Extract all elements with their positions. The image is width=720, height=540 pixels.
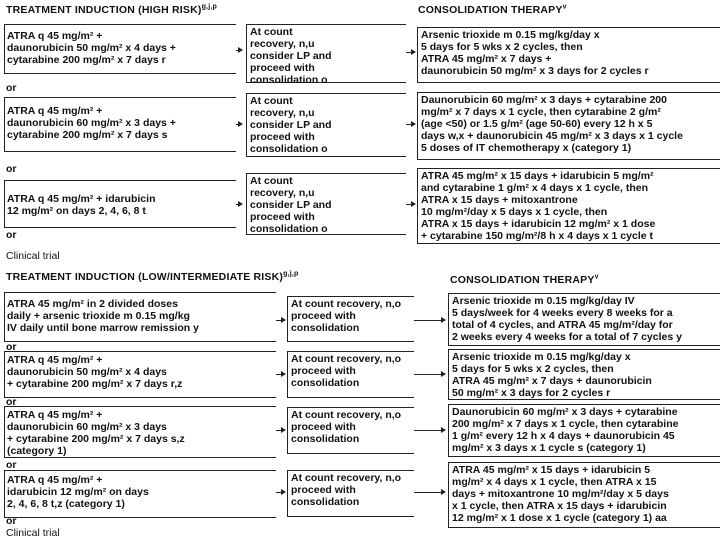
low-consolidation-box-3: Daunorubicin 60 mg/m² x 3 days + cytarabine 200 mg/m² x 7 days x 1 cycle, then cytarabine 1 g/m² every 12 h x 4 days + daunorubicin 45 mg/m² x 3 days x 1 cycle s (category 1) — [448, 404, 720, 457]
or-separator: or — [6, 515, 17, 527]
high-consolidation-box-3: ATRA 45 mg/m² x 15 days + idarubicin 5 mg/m² and cytarabine 1 g/m² x 4 days x 1 cycle, then ATRA x 15 days + mitoxantrone 10 mg/m²/day x 5 days x 1 cycle, then ATRA x 15 days + idarubicin 12 mg/m² x 1 dose + cytarabine 150 mg/m²/8 h x 4 days x 1 cycle t — [417, 168, 720, 244]
low-step-box-4: At count recovery, n,o proceed with consolidation — [287, 470, 414, 517]
low-induction-2: ATRA q 45 mg/m² + daunorubicin 50 mg/m² x 4 days + cytarabine 200 mg/m² x 7 days r,z — [7, 354, 183, 390]
low-consolidation-box-2: Arsenic trioxide m 0.15 mg/kg/day x 5 days for 5 wks x 2 cycles, then ATRA 45 mg/m² x 7 days + daunorubicin 50 mg/m² x 3 days for 2 cycles r — [448, 349, 720, 400]
high-consolidation-box-2: Daunorubicin 60 mg/m² x 3 days + cytarabine 200 mg/m² x 7 days x 1 cycle, then cytarabine 2 g/m² (age <50) or 1.5 g/m² (age 50-60) every 12 h x 5 days w,x + daunorubicin 45 mg/m² x 3 days x 1 cycle 5 doses of IT chemotherapy x (category 1) — [417, 92, 720, 160]
arrow-right-icon — [281, 427, 286, 433]
low-step-box-2: At count recovery, n,o proceed with consolidation — [287, 351, 414, 398]
or-separator: or — [6, 82, 17, 94]
low-consolidation-box-1: Arsenic trioxide m 0.15 mg/kg/day IV 5 days/week for 4 weeks every 8 weeks for a total of 4 cycles, and ATRA 45 mg/m²/day for 2 weeks every 4 weeks for a total of 7 cycles y — [448, 293, 720, 346]
high-step-box-3: At count recovery, n,u consider LP and proceed with consolidation o — [246, 173, 406, 235]
or-separator: or — [6, 229, 17, 241]
arrow-right-icon — [238, 201, 243, 207]
arrow-right-icon — [441, 371, 446, 377]
low-induction-3: ATRA q 45 mg/m² + daunorubicin 60 mg/m² x 3 days + cytarabine 200 mg/m² x 7 days s,z (category 1) — [7, 409, 185, 457]
or-separator: or — [6, 163, 17, 175]
low-step-box-3: At count recovery, n,o proceed with consolidation — [287, 407, 414, 454]
high-step-box-2: At count recovery, n,u consider LP and proceed with consolidation o — [246, 93, 406, 157]
arrow-right-icon — [238, 121, 243, 127]
low-step-box-1: At count recovery, n,o proceed with consolidation — [287, 296, 414, 342]
low-consolidation-box-4: ATRA 45 mg/m² x 15 days + idarubicin 5 mg/m² x 4 days x 1 cycle, then ATRA x 15 days + mitoxantrone 10 mg/m²/day x 5 days x 1 cycle, then ATRA x 15 days + idarubicin 12 mg/m² x 1 dose x 1 cycle (category 1) aa — [448, 462, 720, 528]
arrow-right-icon — [441, 317, 446, 323]
low-induction-4: ATRA q 45 mg/m² + idarubicin 12 mg/m² on days 2, 4, 6, 8 t,z (category 1) — [7, 474, 149, 510]
arrow-right-icon — [281, 489, 286, 495]
low-induction-1: ATRA 45 mg/m² in 2 divided doses daily + arsenic trioxide m 0.15 mg/kg IV daily until bone marrow remission y — [7, 298, 199, 334]
high-risk-induction-header: TREATMENT INDUCTION (HIGH RISK)$^{g,j,p}$ — [6, 3, 217, 16]
arrow-right-icon — [411, 49, 416, 55]
high-induction-3: ATRA q 45 mg/m² + idarubicin 12 mg/m² on days 2, 4, 6, 8 t — [7, 193, 156, 217]
connector — [414, 430, 444, 431]
clinical-trial-option: Clinical trial — [6, 527, 60, 539]
arrow-right-icon — [411, 201, 416, 207]
high-induction-1: ATRA q 45 mg/m² + daunorubicin 50 mg/m² x 4 days + cytarabine 200 mg/m² x 7 days r — [7, 30, 176, 66]
high-consolidation-box-1: Arsenic trioxide m 0.15 mg/kg/day x 5 days for 5 wks x 2 cycles, then ATRA 45 mg/m² x 7 days + daunorubicin 50 mg/m² x 3 days for 2 cycles r — [417, 27, 720, 83]
arrow-right-icon — [281, 317, 286, 323]
high-step-box-1: At count recovery, n,u consider LP and proceed with consolidation o — [246, 24, 406, 83]
or-separator: or — [6, 459, 17, 471]
arrow-right-icon — [441, 489, 446, 495]
high-induction-2: ATRA q 45 mg/m² + daunorubicin 60 mg/m² x 3 days + cytarabine 200 mg/m² x 7 days s — [7, 105, 176, 141]
connector — [414, 320, 444, 321]
arrow-right-icon — [281, 371, 286, 377]
connector — [414, 374, 444, 375]
clinical-trial-option: Clinical trial — [6, 250, 60, 262]
or-separator: or — [6, 341, 17, 353]
low-risk-consolidation-header: CONSOLIDATION THERAPY$^v$ — [450, 273, 599, 286]
low-risk-induction-header: TREATMENT INDUCTION (LOW/INTERMEDIATE RISK)$^{g,j,p}$ — [6, 270, 299, 283]
or-separator: or — [6, 396, 17, 408]
connector — [414, 492, 444, 493]
arrow-right-icon — [238, 47, 243, 53]
arrow-right-icon — [441, 427, 446, 433]
high-risk-consolidation-header: CONSOLIDATION THERAPY$^v$ — [418, 3, 567, 16]
arrow-right-icon — [411, 121, 416, 127]
